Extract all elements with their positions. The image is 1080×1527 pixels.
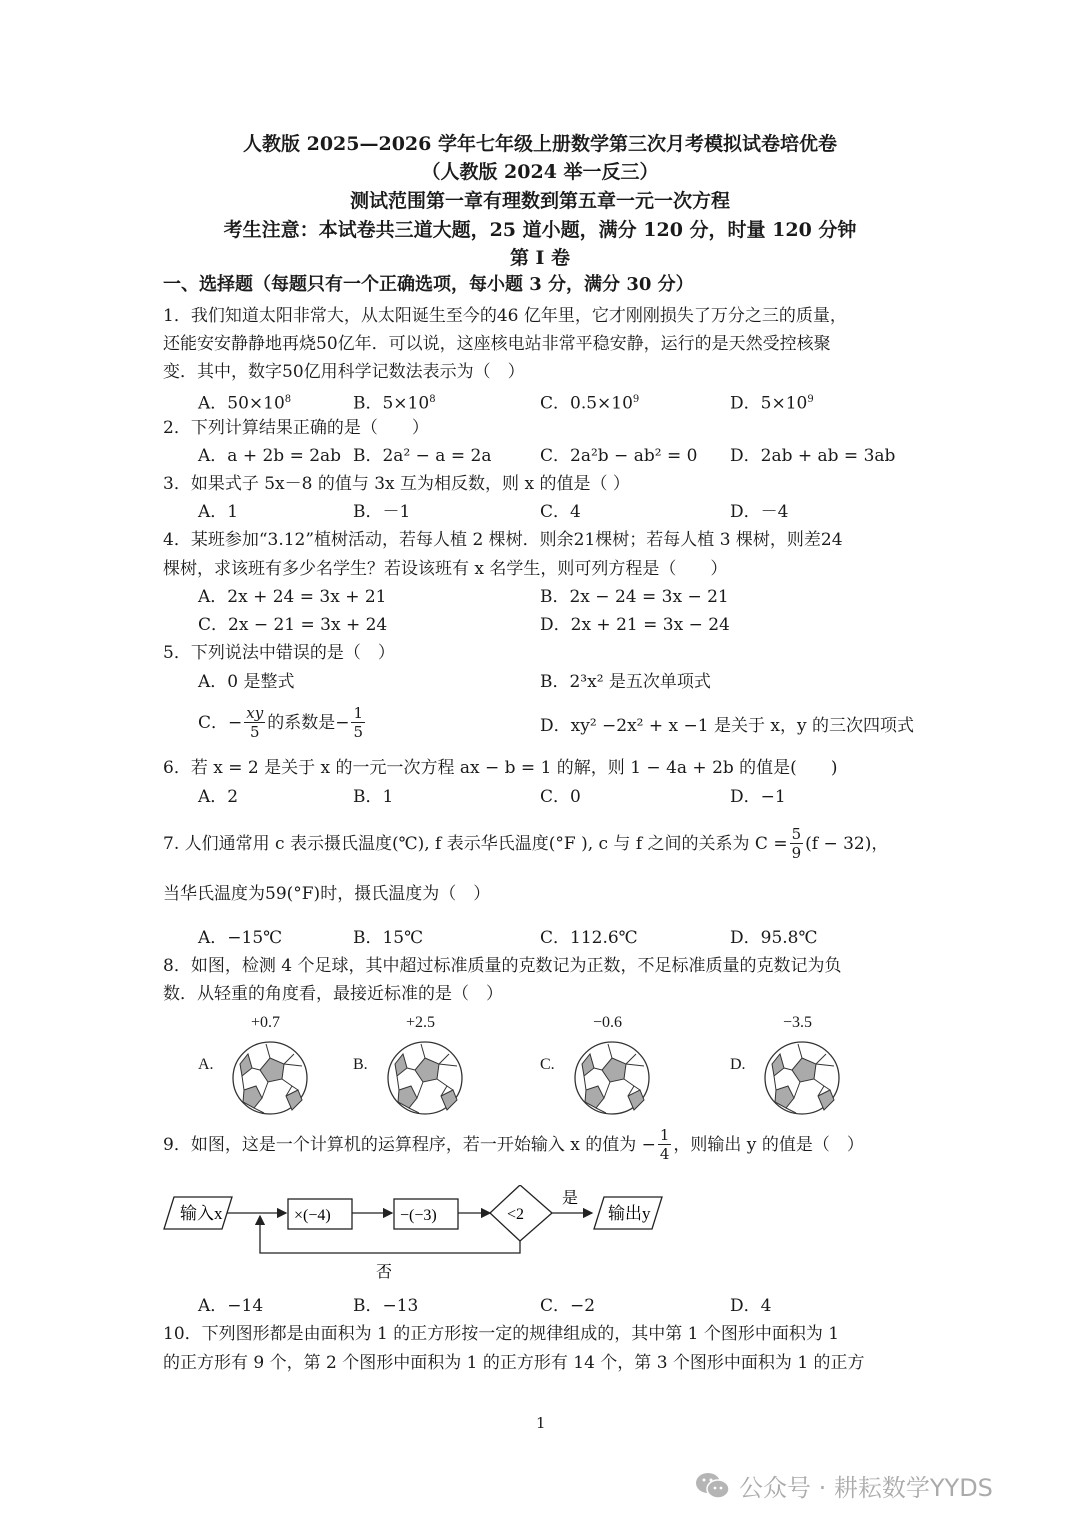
q1-option-b-exp: 8	[429, 394, 436, 405]
flowchart	[160, 1185, 690, 1285]
q9-stem-pre: 9．如图，这是一个计算机的运算程序，若一开始输入 x 的值为 −	[163, 1134, 656, 1155]
ball-option-letter: D.	[730, 1056, 746, 1073]
q5-option-c-prefix: C．−	[198, 712, 243, 733]
q3-option-a: A．1	[198, 502, 239, 522]
q4-option-a: A．2x + 24 = 3x + 21	[198, 587, 387, 607]
q9-option-a: A．−14	[198, 1296, 264, 1316]
q5-option-d: D．xy² −2x² + x −1 是关于 x，y 的三次四项式	[540, 716, 915, 736]
q2-stem: 2．下列计算结果正确的是（ ）	[163, 418, 429, 438]
q4-option-b: B．2x − 24 = 3x − 21	[540, 587, 729, 607]
ball-value-label: +2.5	[406, 1014, 436, 1031]
flow-no-label: 否	[376, 1262, 393, 1281]
ball-option-letter: A.	[198, 1056, 214, 1073]
q6-option-a: A．2	[198, 787, 239, 807]
q5-frac-num2: 1	[353, 704, 363, 722]
page-number: 1	[536, 1414, 546, 1432]
q7-option-d: D．95.8℃	[730, 928, 818, 948]
q10-line2: 的正方形有 9 个，第 2 个图形中面积为 1 的正方形有 14 个，第 3 个图形中面积为 1 的正方	[163, 1353, 865, 1373]
q1-option-c-text: C．0.5×10	[540, 393, 633, 414]
q7-fraction-5-over-9	[790, 825, 804, 862]
q3-stem: 3．如果式子 5x－8 的值与 3x 互为相反数，则 x 的值是（ ）	[163, 474, 630, 494]
q7-frac-num: 5	[791, 825, 802, 843]
q1-option-a-exp: 8	[284, 394, 292, 405]
q3-option-d: D．－4	[730, 502, 789, 522]
exam-title: 人教版 2025—2026 学年七年级上册数学第三次月考模拟试卷培优卷	[243, 133, 837, 155]
flow-op2-text: −(−3)	[400, 1207, 437, 1224]
soccer-ball-icon	[572, 1040, 652, 1116]
q9-frac-den: 4	[659, 1145, 670, 1163]
q9-option-d: D．4	[730, 1296, 772, 1316]
q1-option-b	[353, 388, 436, 416]
ball-option-letter: C.	[540, 1056, 555, 1073]
q1-option-a	[198, 388, 291, 416]
q4-line1: 4．某班参加“3.12”植树活动，若每人植 2 棵树．则余21棵树；若每人植 3 棵树，则差24	[163, 530, 843, 550]
q5-frac-den2: 5	[353, 723, 363, 741]
flow-condition-text: <2	[507, 1206, 525, 1223]
exam-subtitle: （人教版 2024 举一反三）	[421, 161, 659, 183]
q9-frac-num: 1	[659, 1126, 670, 1144]
flow-input-text: 输入x	[180, 1204, 223, 1223]
q6-option-c: C．0	[540, 787, 581, 807]
q9-stem	[163, 1126, 864, 1163]
soccer-ball-icon	[385, 1040, 465, 1116]
q8-line1: 8．如图，检测 4 个足球，其中超过标准质量的克数记为正数，不足标准质量的克数记为负	[163, 956, 842, 976]
q3-option-c: C．4	[540, 502, 581, 522]
q1-option-b-text: B．5×10	[353, 393, 430, 414]
ball-option-letter: B.	[353, 1056, 368, 1073]
q4-line2: 棵树，求该班有多少名学生？若设该班有 x 名学生，则可列方程是（ ）	[163, 559, 728, 579]
q10-line1: 10．下列图形都是由面积为 1 的正方形按一定的规律组成的，其中第 1 个图形中面积为 1	[163, 1324, 840, 1344]
q5-fraction-1-over-5	[351, 704, 365, 741]
q9-option-c: C．−2	[540, 1296, 596, 1316]
q2-option-c: C．2a²b − ab² = 0	[540, 446, 698, 466]
watermark-text: 公众号 · 耕耘数学YYDS	[739, 1474, 993, 1502]
q5-option-c	[198, 704, 367, 741]
q1-option-d	[730, 388, 814, 416]
q7-option-c: C．112.6℃	[540, 928, 638, 948]
q5-option-a: A．0 是整式	[198, 672, 295, 692]
flow-output-text: 输出y	[608, 1204, 651, 1223]
q1-option-c-exp: 9	[632, 394, 640, 405]
section-heading: 一、选择题（每题只有一个正确选项，每小题 3 分，满分 30 分）	[163, 274, 694, 295]
q5-fraction-xy-over-5	[244, 704, 265, 741]
q7-line1	[163, 825, 888, 862]
q4-option-d: D．2x + 21 = 3x − 24	[540, 615, 730, 635]
q1-line1: 1．我们知道太阳非常大，从太阳诞生至今的46 亿年里，它才刚刚损失了万分之三的质量，	[163, 306, 847, 326]
q8-line2: 数．从轻重的角度看，最接近标准的是（ ）	[163, 984, 503, 1004]
wechat-icon	[695, 1471, 731, 1501]
q7-line1-text: 7. 人们通常用 c 表示摄氏温度(℃), f 表示华氏温度(°F ), c 与 f 之间的关系为 C =	[163, 833, 788, 854]
ball-value-label: +0.7	[251, 1014, 281, 1031]
q7-option-b: B．15℃	[353, 928, 424, 948]
watermark	[695, 1468, 993, 1503]
q9-fraction-1-over-4	[658, 1126, 672, 1163]
q2-option-b: B．2a² − a = 2a	[353, 446, 492, 466]
q1-option-d-exp: 9	[807, 394, 814, 405]
q4-option-c: C．2x − 21 = 3x + 24	[198, 615, 388, 635]
exam-scope: 测试范围第一章有理数到第五章一元一次方程	[349, 190, 730, 212]
q1-option-a-text: A．50×10	[198, 393, 285, 414]
q5-frac-num: xy	[246, 704, 264, 722]
q9-option-b: B．−13	[353, 1296, 419, 1316]
q6-option-b: B．1	[353, 787, 394, 807]
exam-notice: 考生注意：本试卷共三道大题，25 道小题，满分 120 分，时量 120 分钟	[223, 219, 857, 241]
q6-option-d: D．−1	[730, 787, 786, 807]
q1-option-c	[540, 388, 639, 416]
q5-frac-den: 5	[249, 723, 260, 741]
q1-line3: 变．其中，数字50亿用科学记数法表示为（ ）	[163, 362, 525, 382]
q5-option-c-mid: 的系数是−	[267, 712, 350, 733]
soccer-ball-icon	[762, 1040, 842, 1116]
q1-option-d-text: D．5×10	[730, 393, 808, 414]
flow-yes-label: 是	[562, 1188, 579, 1207]
ball-value-label: −3.5	[783, 1014, 813, 1031]
exam-volume: 第 I 卷	[509, 247, 571, 269]
q7-frac-den: 9	[791, 844, 802, 862]
q2-option-d: D．2ab + ab = 3ab	[730, 446, 896, 466]
q6-stem: 6．若 x = 2 是关于 x 的一元一次方程 ax − b = 1 的解，则 1 − 4a + 2b 的值是( )	[163, 758, 838, 778]
flow-op1-text: ×(−4)	[294, 1207, 331, 1224]
q9-stem-post: ，则输出 y 的值是（ ）	[673, 1134, 864, 1155]
q5-stem: 5．下列说法中错误的是（ ）	[163, 643, 395, 663]
q5-option-b: B．2³x² 是五次单项式	[540, 672, 711, 692]
q7-option-a: A．−15℃	[198, 928, 283, 948]
q7-line2: 当华氏温度为59(°F)时，摄氏温度为（ ）	[163, 884, 491, 904]
ball-value-label: −0.6	[593, 1014, 623, 1031]
q2-option-a: A．a + 2b = 2ab	[198, 446, 342, 466]
q1-line2: 还能安安静静地再烧50亿年．可以说，这座核电站非常平稳安静，运行的是天然受控核聚	[163, 334, 831, 354]
q7-line1-tail: (f − 32)，	[805, 833, 889, 854]
soccer-ball-icon	[230, 1040, 310, 1116]
q3-option-b: B．－1	[353, 502, 411, 522]
